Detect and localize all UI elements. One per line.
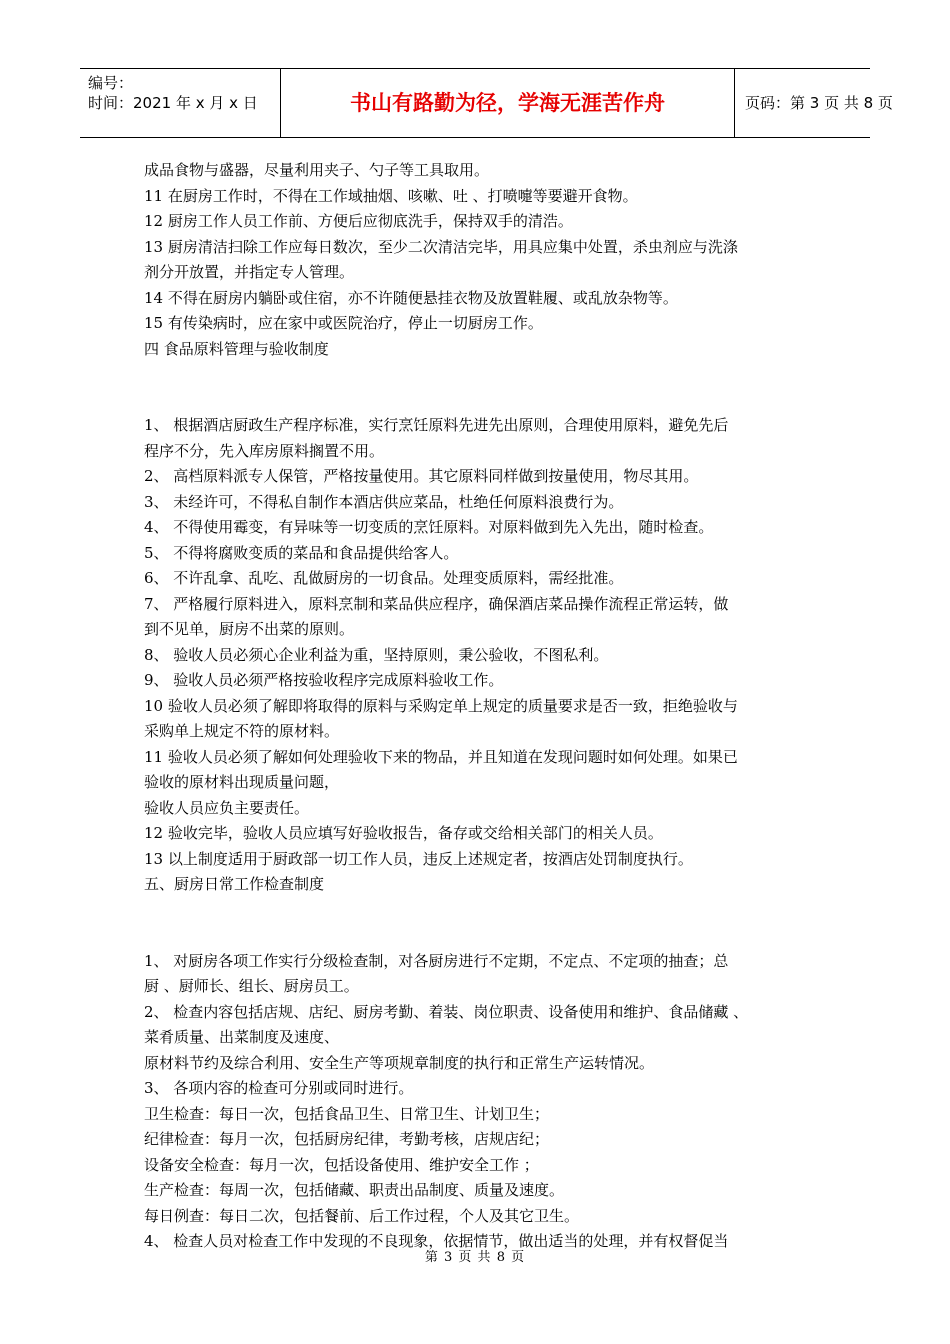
paragraph-gap bbox=[144, 898, 824, 949]
text-line: 验收人员应负主要责任。 bbox=[144, 798, 310, 817]
document-date-label: 时间：2021 年 x 月 x 日 bbox=[88, 94, 258, 112]
header-meta bbox=[80, 69, 280, 137]
text-line: 纪律检查：每月一次，包括厨房纪律，考勤考核，店规店纪； bbox=[144, 1130, 550, 1148]
text-line: 8、 验收人员必须心企业利益为重，坚持原则，秉公验收，不图私利。 bbox=[144, 645, 609, 664]
text-line: 4、 不得使用霉变，有异味等一切变质的烹饪原料。对原料做到先入先出，随时检查。 bbox=[144, 518, 714, 536]
text-line: 原材料节约及综合利用、安全生产等项规章制度的执行和正常生产运转情况。 bbox=[144, 1053, 655, 1072]
text-line: 7、 严格履行原料进入，原料烹制和菜品供应程序，确保酒店菜品操作流程正常运转，做 bbox=[144, 594, 729, 613]
text-line: 1、 对厨房各项工作实行分级检查制，对各厨房进行不定期，不定点、不定项的抽查；总 bbox=[144, 951, 729, 970]
text-line: 每日例查：每日二次，包括餐前、后工作过程，个人及其它卫生。 bbox=[144, 1206, 580, 1225]
text-line: 10 验收人员必须了解即将取得的原料与采购定单上规定的质量要求是否一致，拒绝验收与 bbox=[144, 696, 738, 715]
text-line: 3、 各项内容的检查可分别或同时进行。 bbox=[144, 1079, 414, 1097]
text-line: 4、 检查人员对检查工作中发现的不良现象，依据情节，做出适当的处理，并有权督促当 bbox=[144, 1232, 729, 1250]
text-line: 生产检查：每周一次，包括储藏、职责出品制度、质量及速度。 bbox=[144, 1181, 565, 1199]
text-line: 3、 未经许可，不得私自制作本酒店供应菜品，杜绝任何原料浪费行为。 bbox=[144, 492, 624, 511]
text-line: 13 厨房清洁扫除工作应每日数次，至少二次清洁完毕，用具应集中处置，杀虫剂应与洗涤 bbox=[144, 237, 738, 256]
page-header bbox=[80, 68, 893, 138]
text-line: 9、 验收人员必须严格按验收程序完成原料验收工作。 bbox=[144, 671, 504, 689]
text-line: 成品食物与盛器，尽量利用夹子、勺子等工具取用。 bbox=[144, 161, 490, 179]
text-line: 11 验收人员必须了解如何处理验收下来的物品，并且知道在发现问题时如何处理。如果已 bbox=[144, 747, 738, 766]
text-line: 验收的原材料出现质量问题， bbox=[144, 773, 340, 791]
text-line: 1、 根据酒店厨政生产程序标准，实行烹饪原料先进先出原则，合理使用原料，避免先后 bbox=[144, 416, 729, 434]
text-line: 到不见单，厨房不出菜的原则。 bbox=[144, 620, 355, 638]
text-line: 15 有传染病时，应在家中或医院治疗，停止一切厨房工作。 bbox=[144, 314, 543, 332]
text-line: 设备安全检查：每月一次，包括设备使用、维护安全工作 ； bbox=[144, 1155, 539, 1174]
text-line: 剂分开放置，并指定专人管理。 bbox=[144, 263, 355, 281]
document-number-label: 编号： bbox=[88, 74, 134, 92]
text-line: 五、厨房日常工作检查制度 bbox=[144, 875, 325, 893]
text-line: 13 以上制度适用于厨政部一切工作人员，违反上述规定者，按酒店处罚制度执行。 bbox=[144, 849, 693, 868]
text-line: 四 食品原料管理与验收制度 bbox=[144, 339, 329, 358]
text-line: 卫生检查：每日一次，包括食品卫生、日常卫生、计划卫生； bbox=[144, 1104, 550, 1123]
text-line: 程序不分，先入库房原料搁置不用。 bbox=[144, 441, 385, 460]
document-body bbox=[144, 158, 824, 1255]
text-line: 12 厨房工作人员工作前、方便后应彻底洗手，保持双手的清浩。 bbox=[144, 212, 573, 230]
header-motto: 书山有路勤为径，学海无涯苦作舟 bbox=[280, 69, 735, 137]
text-line: 2、 高档原料派专人保管，严格按量使用。其它原料同样做到按量使用，物尽其用。 bbox=[144, 467, 699, 485]
text-line: 菜肴质量、出菜制度及速度、 bbox=[144, 1028, 340, 1046]
text-line: 12 验收完毕，验收人员应填写好验收报告，备存或交给相关部门的相关人员。 bbox=[144, 824, 663, 842]
text-line: 厨 、厨师长、组长、厨房员工。 bbox=[144, 977, 359, 995]
page-footer: 第 3 页 共 8 页 bbox=[424, 1250, 526, 1265]
text-line: 14 不得在厨房内躺卧或住宿，亦不许随便悬挂衣物及放置鞋履、或乱放杂物等。 bbox=[144, 288, 678, 307]
text-line: 5、 不得将腐败变质的菜品和食品提供给客人。 bbox=[144, 543, 459, 562]
header-page-number: 页码：第 3 页 共 8 页 bbox=[745, 94, 893, 112]
text-line: 6、 不许乱拿、乱吃、乱做厨房的一切食品。处理变质原料，需经批准。 bbox=[144, 569, 624, 587]
paragraph-gap bbox=[144, 362, 824, 413]
text-line: 2、 检查内容包括店规、店纪、厨房考勤、着装、岗位职责、设备使用和维护、食品储藏 、 bbox=[144, 1002, 749, 1021]
text-line: 11 在厨房工作时，不得在工作域抽烟、咳嗽、吐 、打喷嚏等要避开食物。 bbox=[144, 186, 638, 205]
text-line: 采购单上规定不符的原材料。 bbox=[144, 722, 340, 740]
